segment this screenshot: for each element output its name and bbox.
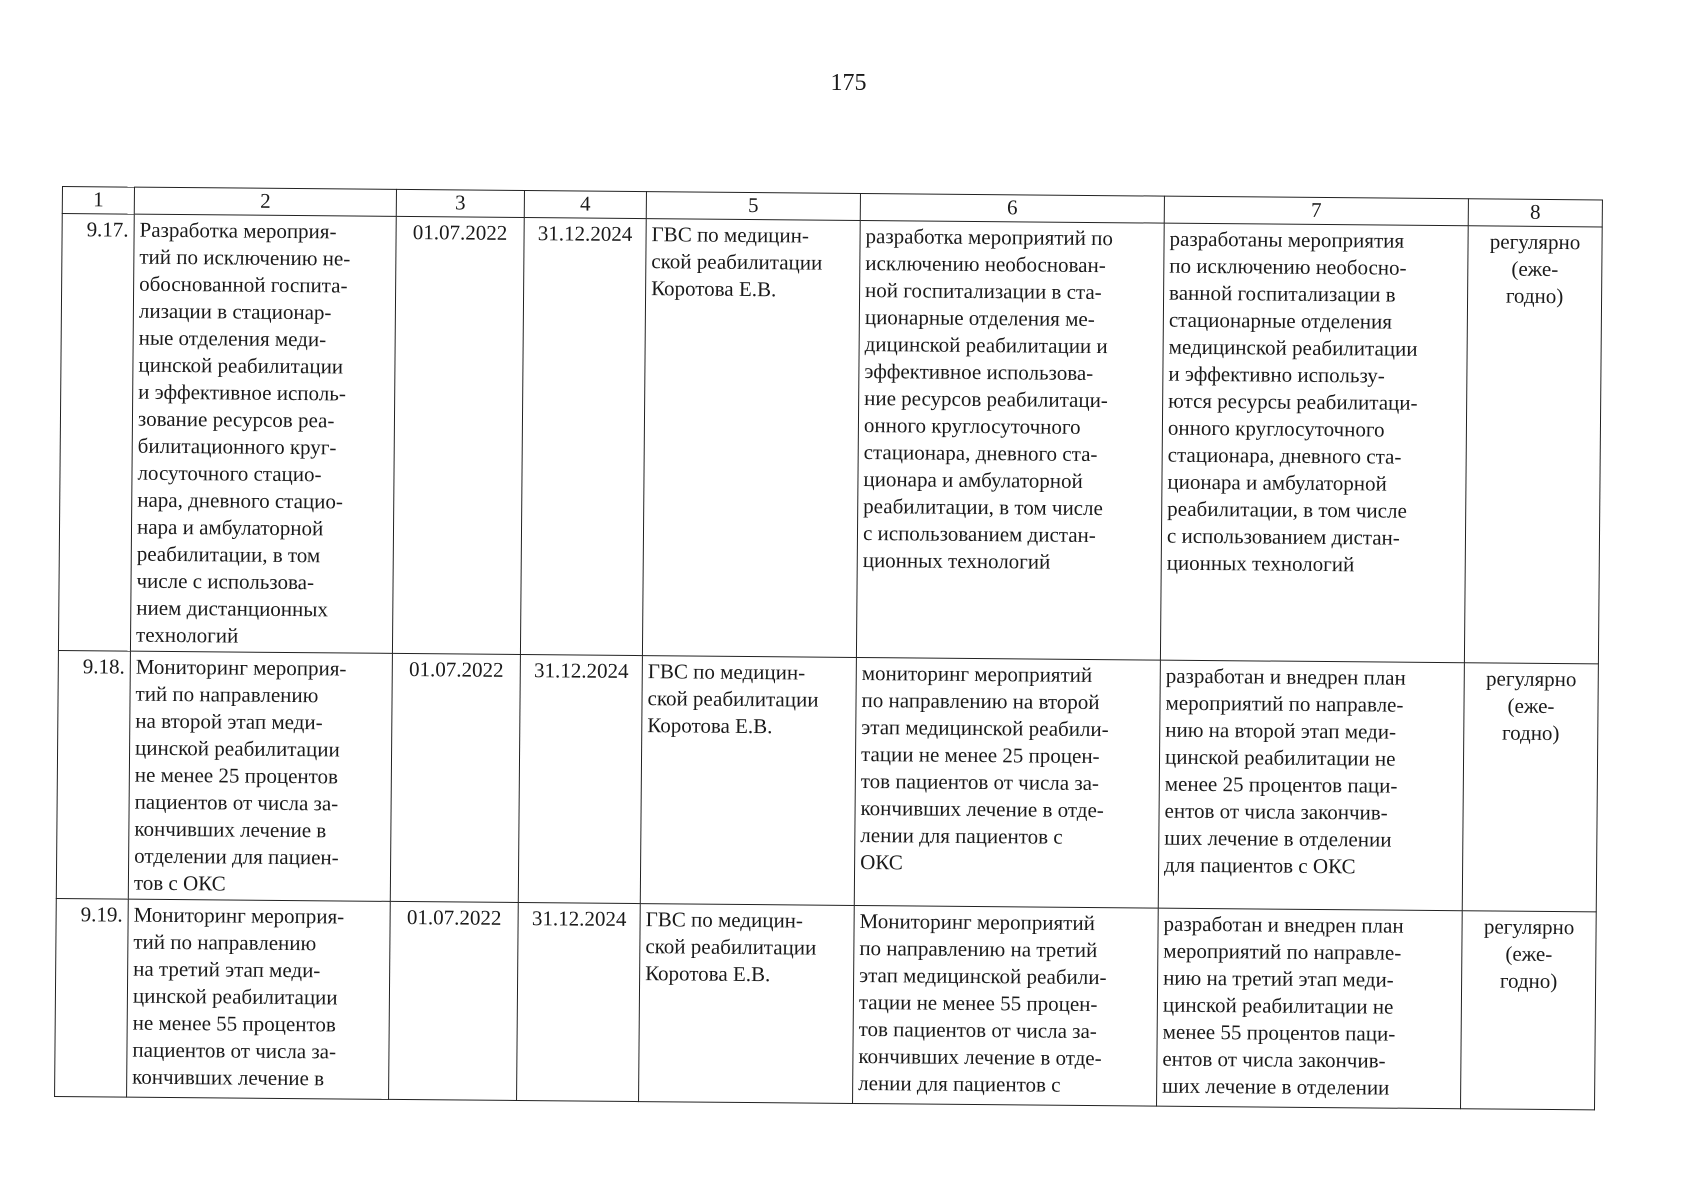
expected-result: разработаны мероприятия по исключению необосно- ванной госпитализации в стационарные отделения медицинской реабилитации и эффективно использу- ются ресурсы реабилитаци- онного круглосуточного стационара, дневного ста- ционара и амбулаторной реабилитации, в том числе с использованием дистан- ционных технологий	[1160, 223, 1468, 663]
page-number: 175	[830, 70, 867, 96]
activity-name: Мониторинг мероприя- тий по направлению на второй этап меди- цинской реабилитации не менее 25 процентов пациентов от числа за- кончивших лечение в отделении для пациен- тов с ОКС	[128, 651, 392, 901]
expected-result: разработан и внедрен план мероприятий по направле- нию на второй этап меди- цинской реабилитации не менее 25 процентов паци- ентов от числа закончив- ших лечение в отделении для пациентов с ОКС	[1158, 660, 1464, 911]
column-header: 8	[1468, 199, 1602, 227]
activity-description: Мониторинг мероприятий по направлению на третий этап медицинской реабили- тации не менее 55 процен- тов пациентов от числа за- кончивших лечение в отде- лении для пациентов с	[853, 905, 1159, 1106]
responsible-person: ГВС по медицин- ской реабилитации Коротова Е.В.	[642, 219, 860, 658]
row-number: 9.18.	[56, 650, 130, 899]
start-date: 01.07.2022	[389, 901, 519, 1100]
activity-name: Разработка мероприя- тий по исключению не- обоснованной госпита- лизации в стационар- ные отделения меди- цинской реабилитации и эффективное исполь- зование ресурсов реа- билитационного круг- лосуточного стацио- нара, дневного стацио- нара и амбулаторной реабилитации, в том числе с использова- нием дистанционных технологий	[130, 214, 396, 653]
row-number: 9.19.	[55, 898, 129, 1097]
start-date: 01.07.2022	[390, 653, 520, 902]
table-row	[56, 650, 1598, 911]
frequency: регулярно (еже- годно)	[1461, 911, 1597, 1110]
column-header: 1	[62, 187, 134, 215]
expected-result: разработан и внедрен план мероприятий по направле- нию на третий этап меди- цинской реабилитации не менее 55 процентов паци- ентов от числа закончив- ших лечение в отделении	[1157, 908, 1463, 1109]
column-header: 6	[860, 193, 1164, 223]
start-date: 01.07.2022	[392, 216, 524, 654]
activity-description: разработка мероприятий по исключению необоснован- ной госпитализации в ста- ционарные отделения ме- дицинской реабилитации и эффективное использова- ние ресурсов реабилитаци- онного круглосуточного стационара, дневного ста- ционара и амбулаторной реабилитации, в том числе с использованием дистан- ционных технологий	[856, 220, 1164, 660]
column-header: 4	[524, 191, 646, 219]
column-header: 2	[134, 187, 396, 216]
activities-table	[54, 186, 1603, 1110]
end-date: 31.12.2024	[518, 655, 642, 904]
table-row	[55, 898, 1597, 1109]
row-number: 9.17.	[58, 214, 134, 652]
activity-name: Мониторинг мероприя- тий по направлению на третий этап меди- цинской реабилитации не менее 55 процентов пациентов от числа за- кончивших лечение в	[127, 899, 391, 1099]
activity-description: мониторинг мероприятий по направлению на второй этап медицинской реабили- тации не менее 25 процен- тов пациентов от числа за- кончивших лечение в отде- лении для пациентов с ОКС	[854, 657, 1160, 908]
frequency: регулярно (еже- годно)	[1462, 663, 1598, 912]
column-header: 3	[396, 189, 524, 217]
responsible-person: ГВС по медицин- ской реабилитации Коротова Е.В.	[640, 656, 856, 906]
column-header: 7	[1164, 196, 1468, 226]
frequency: регулярно (еже- годно)	[1464, 226, 1602, 664]
end-date: 31.12.2024	[517, 903, 641, 1102]
column-header: 5	[646, 192, 860, 221]
end-date: 31.12.2024	[520, 218, 646, 656]
table-row	[58, 214, 1602, 664]
responsible-person: ГВС по медицин- ской реабилитации Коротова Е.В.	[639, 904, 855, 1104]
